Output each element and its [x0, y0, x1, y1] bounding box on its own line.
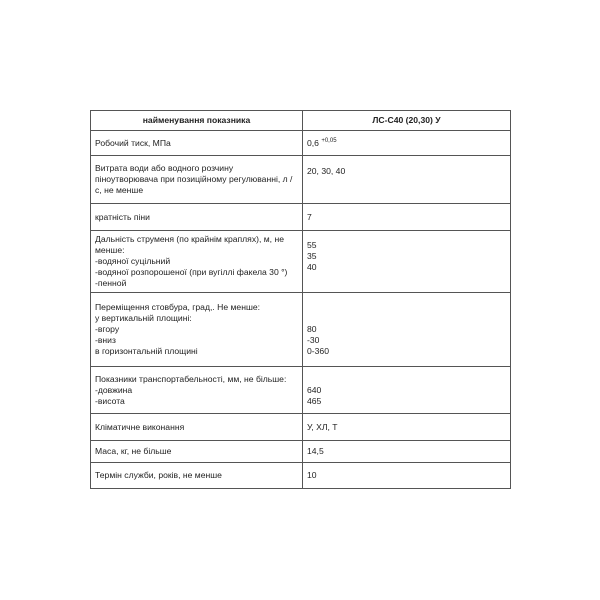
row-value-jet-range: 55 35 40 [303, 231, 511, 293]
table-row [91, 293, 511, 367]
row-value-climatic-version: У, ХЛ, Т [303, 414, 511, 441]
row-label-transport-dimensions: Показники транспортабельності, мм, не більше: -довжина -висота [91, 367, 303, 414]
pressure-value: 0,6 [307, 137, 319, 148]
table-row [91, 367, 511, 414]
row-label-foam-ratio: кратність піни [91, 204, 303, 231]
row-label-barrel-movement: Переміщення стовбура, град,. Не менше: у вертикальній площині: -вгору -вниз в горизонтальній площині [91, 293, 303, 367]
row-label-climatic-version: Кліматичне виконання [91, 414, 303, 441]
header-indicator-name: найменування показника [91, 111, 303, 131]
header-model: ЛС-С40 (20,30) У [303, 111, 511, 131]
row-label-jet-range: Дальність струменя (по крайнім краплях), м, не менше: -водяної суцільний -водяної розпорошеної (при вугіллі факела 30 °) -пенной [91, 231, 303, 293]
row-value-foam-ratio: 7 [303, 204, 511, 231]
table-row [91, 204, 511, 231]
table-row [91, 231, 511, 293]
table-header-row [91, 111, 511, 131]
row-value-mass: 14,5 [303, 441, 511, 463]
table-row [91, 131, 511, 156]
table-row [91, 414, 511, 441]
table-row [91, 463, 511, 489]
row-label-mass: Маса, кг, не більше [91, 441, 303, 463]
row-label-water-flow: Витрата води або водного розчину піноутворювача при позиційному регулюванні, л / с, не менше [91, 156, 303, 204]
row-label-working-pressure: Робочий тиск, МПа [91, 131, 303, 156]
specifications-table [90, 110, 511, 489]
row-value-working-pressure [303, 131, 511, 156]
table-row [91, 441, 511, 463]
row-value-barrel-movement: 80 -30 0-360 [303, 293, 511, 367]
row-label-service-life: Термін служби, років, не менше [91, 463, 303, 489]
pressure-tolerance: +0,05 [321, 137, 337, 144]
row-value-water-flow: 20, 30, 40 [303, 156, 511, 204]
table-row [91, 156, 511, 204]
row-value-service-life: 10 [303, 463, 511, 489]
row-value-transport-dimensions: 640 465 [303, 367, 511, 414]
